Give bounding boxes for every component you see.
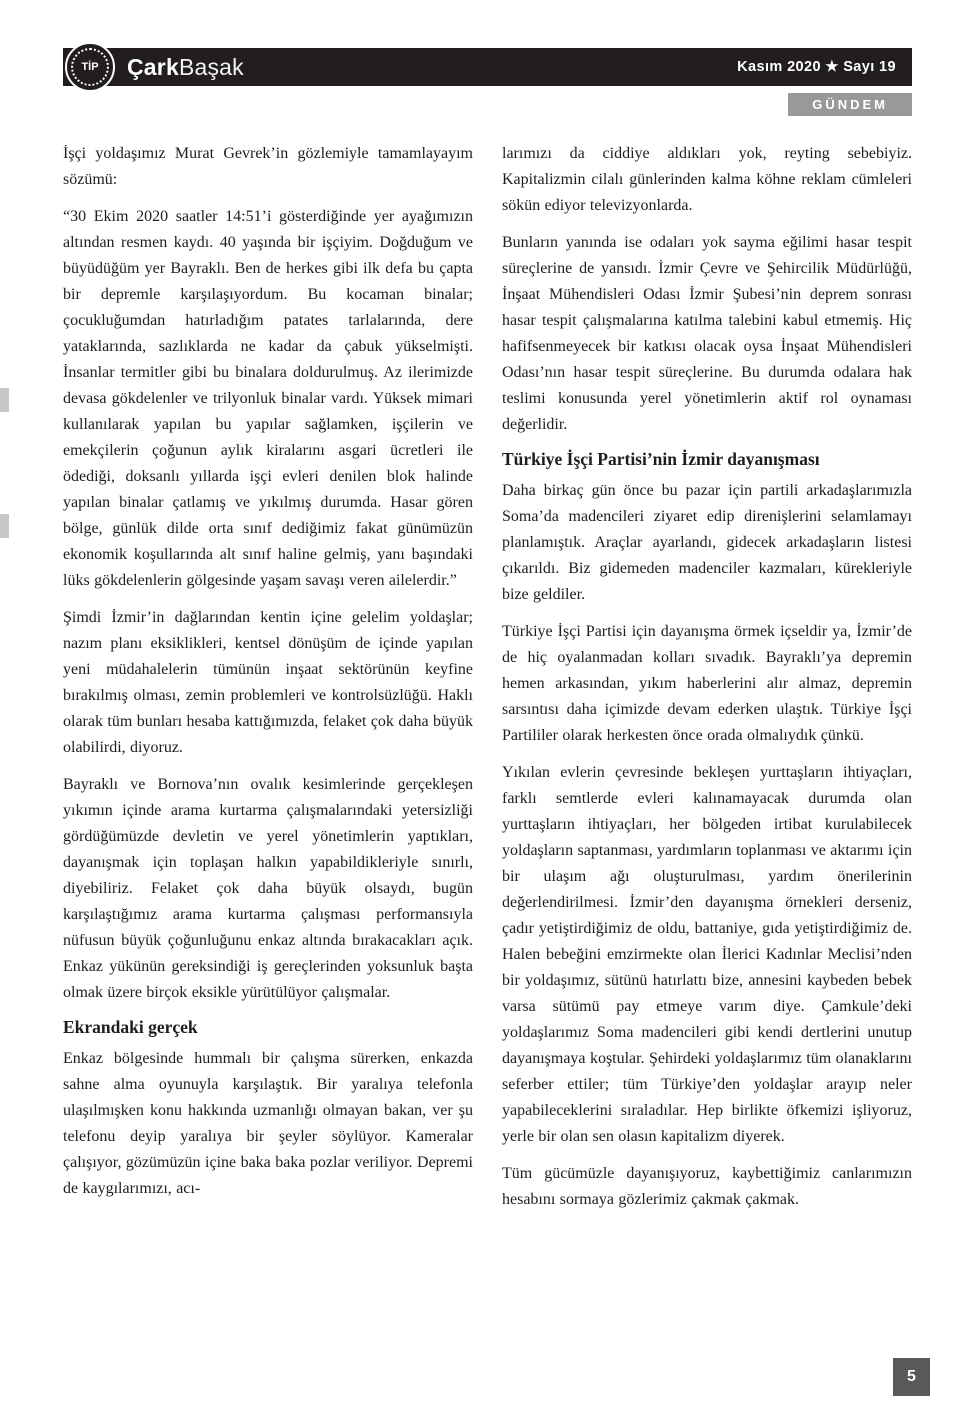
right-column bbox=[502, 141, 912, 1224]
paragraph: Türkiye İşçi Partisi için dayanışma örmek içseldir ya, İzmir’de de hiç oyalanmadan kolları sıvadık. Bayraklı’ya depremin hemen arkasından, yıkım haberlerini alır almaz, depremin sarsıntısı daha içimizde devam ederken ulaştık. Türkiye İşçi Partililer olarak herkesten önce orada olmalıydık çünkü. bbox=[502, 623, 912, 744]
paragraph: Tüm gücümüzle dayanışıyoruz, kaybettiğimiz canlarımızın hesabını sormaya gözlerimiz çakmak çakmak. bbox=[502, 1165, 912, 1208]
brand-primary: Çark bbox=[127, 53, 179, 80]
section-badge-row bbox=[63, 93, 912, 116]
page-edge-mark bbox=[0, 514, 9, 538]
paragraph: Bayraklı ve Bornova’nın ovalık kesimlerinde gerçekleşen yıkımın içinde arama kurtarma çalışmalarındaki yetersizliği gördüğümüzde devletin ve yerel yönetimlerin yaptıkları, dayanışmak için toplaşan halkın yapabildikleriyle sınırlı, diyebiliriz. Felaket çok daha büyük olsaydı, bugün karşılaştığımız arama kurtarma çalışması performansıyla nüfusun büyük çoğunluğunu enkaz altında bırakacakları açık. Enkaz yükünün gereksindiği iş gereçlerinden yoksunluk başta olmak üzere birçok eksikle yürütülüyor çalışmalar. bbox=[63, 776, 473, 1001]
tip-party-logo-icon bbox=[65, 42, 115, 92]
publication-title bbox=[127, 53, 244, 80]
brand-secondary: Başak bbox=[178, 53, 244, 80]
article-body bbox=[63, 141, 912, 1224]
section-badge: GÜNDEM bbox=[788, 93, 912, 116]
paragraph: Bunların yanında ise odaları yok sayma eğilimi hasar tespit süreçlerine de yansıdı. İzmir Çevre ve Şehircilik Müdürlüğü, İnşaat Mühendisleri Odası İzmir Şubesi’nin deprem sonrası hasar tespit çalışmalarına katılma talebini kabul etmemiş. Hiç hafifsenmeyecek bir katkısı olacak oysa İnşaat Mühendisleri Odası’nın hasar tespit süreçlerine. Bu durumda odalara hak teslimi konusunda yerel yönetimlerin aktif rol oynaması değerlidir. bbox=[502, 234, 912, 433]
paragraph: larımızı da ciddiye aldıkları yok, reyting sebebiyiz. Kapitalizmin cilalı günlerinden kalma köhne reklam cümleleri sökün ediyor televizyonlarda. bbox=[502, 145, 912, 214]
paragraph: Enkaz bölgesinde hummalı bir çalışma sürerken, enkazda sahne alma oyunuyla karşılaştık. Bir yaralıya telefonla ulaşılmışken konu hakkında uzmanlığı olmayan bakan, ver şu telefonu deyip yaralıya bir şeyler söylüyor. Kameralar çalışıyor, gözümüzün içine baka baka pozlar veriliyor. Depremi de kaygılarımızı, acı- bbox=[63, 1050, 473, 1197]
paragraph: Yıkılan evlerin çevresinde bekleşen yurttaşların ihtiyaçları, farklı semtlerde evleri kalınamayacak durumda olan yurttaşların ihtiyaçları, her bölgeden irtibat kurulabilecek yoldaşların saptanması, yardımların toplanması ve aktarımı için bir ulaşım ağı oluşturulması, yardım önerilerinin değerlendirilmesi. İzmir’den dayanışma örnekleri derseniz, çadır yetiştirdiğimiz de oldu, battaniye, gıda yetiştirdiğimiz de. Halen bebeğini emzirmekte olan İlerici Kadınlar Meclisi’nden bir yoldaşımız, sütünü hatırlattı bize, annesini kaybeden bebek varsa sütümü pay etmeye varım diye. Çamkule’deki yoldaşlarımız Soma madencileri gibi kendi dertlerini unutup dayanışmaya koştular. Şehirdeki yoldaşlarımız tüm olanaklarını seferber ettiler; tüm Türkiye’den yoldaşlar arayıp neler yapabileceklerini sıraladılar. Hep birlikte öfkemizi işliyoruz, yerle bir olan sen olasın kapitalizm diyerek. bbox=[502, 764, 912, 1145]
paragraph: Daha birkaç gün önce bu pazar için partili arkadaşlarımızla Soma’da madencileri ziyaret edip direnişlerini selamlamayı planlamıştık. Araçlar ayarlandı, gidecek arkadaşların listesi çıkarıldı. Biz gidemeden madenciler kazmaları, kürekleriyle bize geldiler. bbox=[502, 482, 912, 603]
left-column bbox=[63, 141, 473, 1224]
paragraph: Şimdi İzmir’in dağlarından kentin içine gelelim yoldaşlar; nazım planı eksiklikleri, kentsel dönüşüm de içinde yapılan yeni müdahalelerin tümünün inşaat sektörünün keyfine bırakılmış olması, zemin problemleri ve kontrolsüzlüğü. Haklı olarak tüm bunları hesaba kattığımızda, felaket çok daha büyük olabilirdi, diyoruz. bbox=[63, 609, 473, 756]
issue-info: Kasım 2020 ★ Sayı 19 bbox=[737, 59, 896, 75]
section-heading-ekrandaki-gercek: Ekrandaki gerçek bbox=[63, 1017, 198, 1037]
quote-paragraph: “30 Ekim 2020 saatler 14:51’i gösterdiğinde yer ayağımızın altından resmen kaydı. 40 yaşında bir işçiyim. Doğduğum ve büyüdüğüm yer Bayraklı. Ben de herkes gibi ilk defa bu çapta bir depremle karşılaşıyordum. Bu kocaman binalar; çocukluğumdan hatırladığım patates tarlalarında, dere yataklarında, sazlıklarda ne kadar da çabuk yükselmişti. İnsanlar termitler gibi bu binalara doldurulmuş. Az ilerimizde devasa gökdelenler ve trilyonluk binalar vardı. Yüksek mimari kullanılarak yapılan bu yapılar sağlamken, işçilerin ve emekçilerin çoğunun aylık kiralarını asgari ücretleri ile ödediği, doksanlı yıllarda işçi evleri denilen blok halinde yapılan binalar çatlamış ve yıkılmış durumda. Hasar gören bölge, günlük dilde orta sınıf dediğimiz fakat günümüzün ekonomik koşullarında alt sınıf haline gelmiş, yanı başındaki lüks gökdelenlerin gölgesinde yaşam savaşı veren ailelerdir.” bbox=[63, 208, 473, 589]
page-number: 5 bbox=[893, 1358, 930, 1396]
masthead-bar bbox=[63, 48, 912, 86]
tip-logo-text: TİP bbox=[71, 48, 109, 86]
paragraph: İşçi yoldaşımız Murat Gevrek’in gözlemiyle tamamlayayım sözümü: bbox=[63, 145, 473, 188]
page-edge-mark bbox=[0, 388, 9, 412]
section-heading-izmir-dayanismasi: Türkiye İşçi Partisi’nin İzmir dayanışması bbox=[502, 449, 820, 469]
